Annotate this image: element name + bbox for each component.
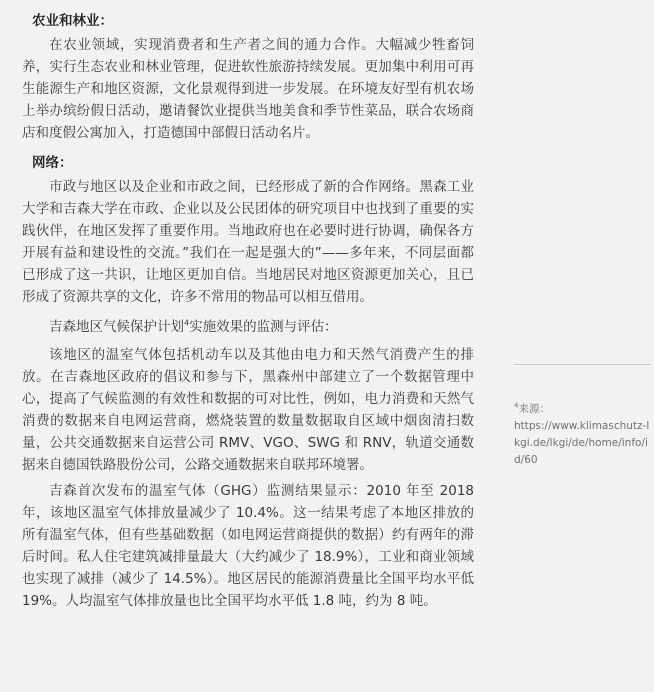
plan-subheading xyxy=(22,316,474,338)
footnote-marker: 4 xyxy=(514,401,519,410)
plan-subheading-text-2: 实施效果的监测与评估： xyxy=(189,319,338,335)
sidebar-divider xyxy=(514,364,650,365)
footnote-label: 来源： xyxy=(518,403,550,415)
results-paragraph: 吉森首次发布的温室气体（GHG）监测结果显示：2010 年至 2018 年，该地区温室气体排放量减少了 10.4%。这一结果考虑了本地区排放的所有温室气体，但有些基础数据（如电网运营商提供的数据）约有两年的滞后时间。私人住宅建筑减排量最大（大约减少了 18.9%），工业和商业领域也实现了减排（减少了 14.5%）。地区居民的能源消费量比全国平均水平低 19%。人均温室气体排放量也比全国平均水平低 1.8 吨，约为 8 吨。 xyxy=(22,483,474,609)
network-heading: 网络： xyxy=(32,155,73,171)
plan-subheading-text: 吉森地区气候保护计划 xyxy=(49,319,184,335)
network-paragraph: 市政与地区以及企业和市政之间，已经形成了新的合作网络。黑森工业大学和吉森大学在市政、企业以及公民团体的研究项目中也找到了重要的实践伙伴，在地区发挥了重要作用。当地政府也在必要时进行协调，确保各方开展有益和建设性的交流。”我们在一起是强大的”——多年来，不同层面都已形成了这一共识，让地区更加自信。当地居民对地区资源更加关心，且已形成了资源共享的文化，许多不常用的物品可以相互借用。 xyxy=(22,179,474,305)
main-text-column xyxy=(22,10,474,620)
footnote-text xyxy=(514,401,650,469)
agriculture-heading: 农业和林业： xyxy=(32,13,113,29)
footnote-ref[interactable]: 4 xyxy=(184,318,190,328)
agriculture-paragraph: 在农业领域，实现消费者和生产者之间的通力合作。大幅减少牲畜饲养，实行生态农业和林业管理，促进软性旅游持续发展。更加集中利用可再生能源生产和地区资源，文化景观得到进一步发展。在环境友好型有机农场上举办缤纷假日活动，邀请餐饮业提供当地美食和季节性菜品，联合农场商店和度假公寓加入，打造德国中部假日活动名片。 xyxy=(22,37,474,141)
footnote-url[interactable]: https://www.klimaschutz-lkgi.de/lkgi/de/home/info/id/60 xyxy=(514,420,650,466)
monitoring-paragraph: 该地区的温室气体包括机动车以及其他由电力和天然气消费产生的排放。在吉森地区政府的倡议和参与下，黑森州中部建立了一个数据管理中心，提高了气候监测的有效性和数据的可对比性，例如，电力消费和天然气消费的数据来自电网运营商，燃烧装置的数量数据取自区域中烟囱清扫数量，公共交通数据来自运营公司 RMV、VGO、SWG 和 RNV，轨道交通数据来自德国铁路股份公司，公路交通数据来自联邦环境署。 xyxy=(22,347,474,473)
footnote-sidebar xyxy=(514,364,650,469)
